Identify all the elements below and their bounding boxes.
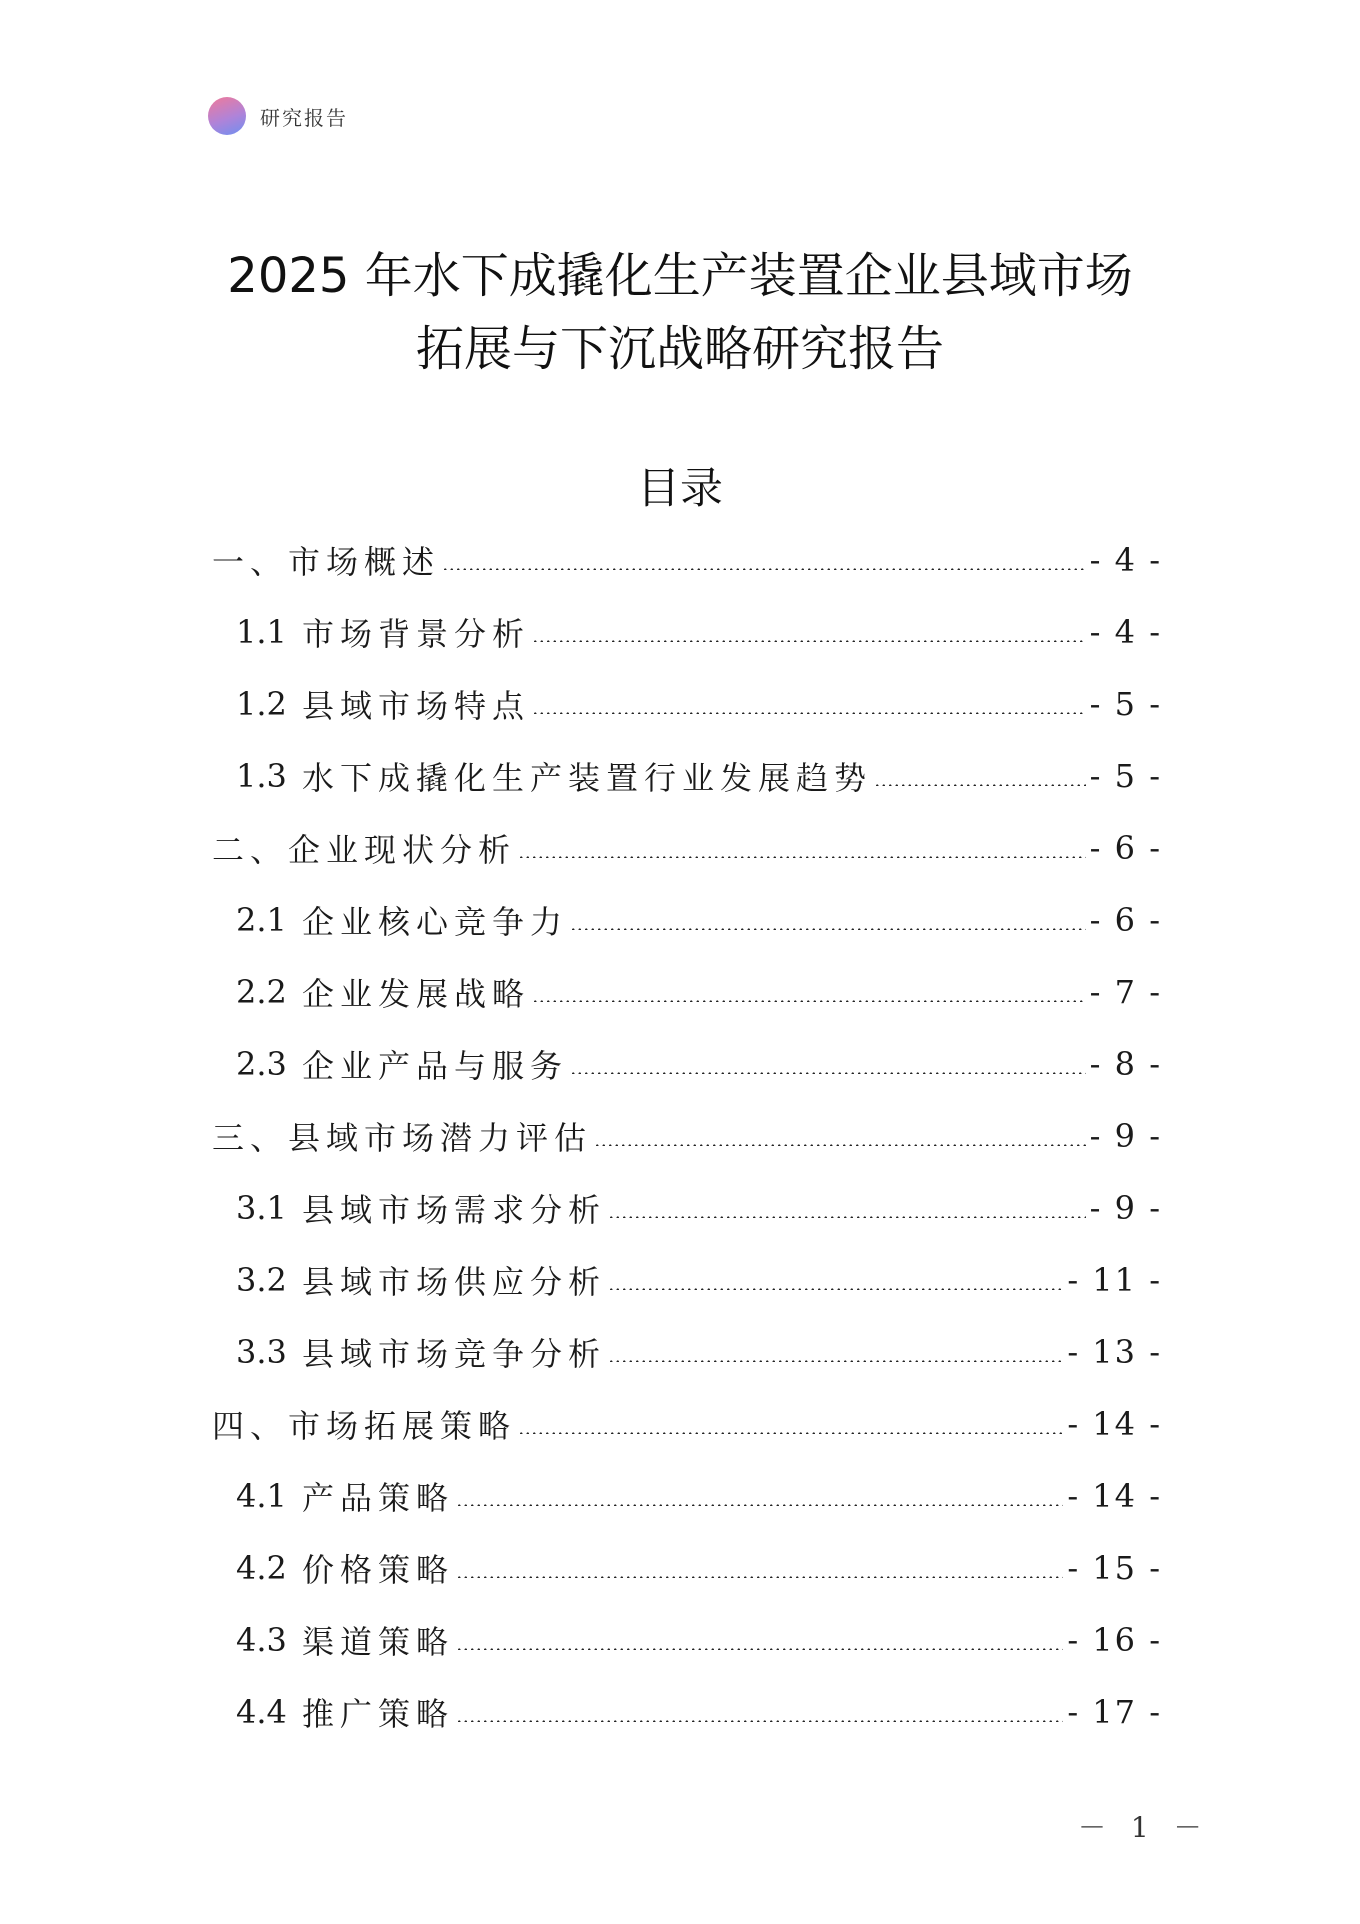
toc-dot-leader (456, 1648, 1063, 1650)
toc-entry[interactable] (212, 1604, 1162, 1676)
page-header (208, 97, 348, 135)
document-title (0, 240, 1360, 386)
toc-entry[interactable] (212, 1100, 1162, 1172)
toc-entry-label: 一、市场概述 (212, 543, 441, 581)
toc-entry-number: 3.2 (236, 1261, 287, 1299)
toc-dot-leader (874, 784, 1086, 786)
toc-dot-leader (608, 1360, 1063, 1362)
toc-entry[interactable] (212, 884, 1162, 956)
toc-dot-leader (456, 1576, 1063, 1578)
page-number: － 1 － (1078, 1811, 1210, 1844)
toc-entry[interactable] (212, 740, 1162, 812)
toc-entry-page: - 4 - (1089, 541, 1162, 579)
title-line-1: 2025 年水下成撬化生产装置企业县域市场 (227, 248, 1133, 304)
toc-entry[interactable] (212, 812, 1162, 884)
toc-heading: 目录 (637, 464, 723, 514)
toc-entry-label: 县域市场供应分析 (302, 1263, 607, 1301)
toc-entry-label: 县域市场特点 (302, 687, 531, 725)
toc-entry-label: 县域市场需求分析 (302, 1191, 607, 1229)
toc-entry-page: - 8 - (1089, 1045, 1162, 1083)
toc-entry[interactable] (212, 1172, 1162, 1244)
toc-entry-number: 1.2 (236, 685, 287, 723)
toc-entry-page: - 5 - (1089, 757, 1162, 795)
toc-dot-leader (570, 928, 1086, 930)
toc-entry[interactable] (212, 1244, 1162, 1316)
toc-entry[interactable] (212, 956, 1162, 1028)
toc-entry-page: - 14 - (1067, 1477, 1162, 1515)
toc-entry-label: 企业产品与服务 (302, 1047, 569, 1085)
toc-entry-number: 2.3 (236, 1045, 287, 1083)
toc-entry-number: 4.4 (236, 1693, 287, 1731)
toc-entry-number: 4.3 (236, 1621, 287, 1659)
title-line-2: 拓展与下沉战略研究报告 (415, 321, 944, 377)
toc-entry-label: 产品策略 (302, 1479, 455, 1517)
toc-entry-page: - 11 - (1067, 1261, 1162, 1299)
toc-entry-label: 县域市场竞争分析 (302, 1335, 607, 1373)
toc-entry-number: 4.2 (236, 1549, 287, 1587)
toc-entry-page: - 17 - (1067, 1693, 1162, 1731)
toc-dot-leader (608, 1216, 1086, 1218)
toc-entry[interactable] (212, 1532, 1162, 1604)
toc-entry-page: - 6 - (1089, 901, 1162, 939)
toc-entry[interactable] (212, 668, 1162, 740)
toc-entry-label: 水下成撬化生产装置行业发展趋势 (302, 759, 873, 797)
toc-entry-number: 1.1 (236, 613, 287, 651)
toc-entry-label: 三、县域市场潜力评估 (212, 1119, 593, 1157)
toc-entry-number: 3.1 (236, 1189, 287, 1227)
toc-entry-label: 市场背景分析 (302, 615, 531, 653)
toc-dot-leader (456, 1504, 1063, 1506)
toc-entry-page: - 15 - (1067, 1549, 1162, 1587)
toc-entry-label: 渠道策略 (302, 1623, 455, 1661)
toc-entry-label: 四、市场拓展策略 (212, 1407, 517, 1445)
toc-entry-number: 2.1 (236, 901, 287, 939)
toc-entry-page: - 5 - (1089, 685, 1162, 723)
toc-dot-leader (608, 1288, 1063, 1290)
toc-entry-page: - 16 - (1067, 1621, 1162, 1659)
toc-dot-leader (442, 568, 1086, 570)
toc-dot-leader (456, 1720, 1063, 1722)
toc-entry-label: 企业发展战略 (302, 975, 531, 1013)
toc-entry[interactable] (212, 1028, 1162, 1100)
toc-entry[interactable] (212, 1676, 1162, 1748)
toc-dot-leader (570, 1072, 1086, 1074)
toc-dot-leader (518, 856, 1086, 858)
toc-entry-number: 1.3 (236, 757, 287, 795)
toc-entry[interactable] (212, 596, 1162, 668)
toc-entry-page: - 6 - (1089, 829, 1162, 867)
toc-entry-label: 二、企业现状分析 (212, 831, 517, 869)
toc-entry-page: - 13 - (1067, 1333, 1162, 1371)
toc-entry[interactable] (212, 1460, 1162, 1532)
toc-entry[interactable] (212, 1388, 1162, 1460)
table-of-contents (212, 524, 1162, 1748)
toc-entry-page: - 7 - (1089, 973, 1162, 1011)
toc-dot-leader (532, 640, 1086, 642)
toc-dot-leader (594, 1144, 1086, 1146)
toc-entry[interactable] (212, 1316, 1162, 1388)
toc-dot-leader (518, 1432, 1063, 1434)
toc-dot-leader (532, 712, 1086, 714)
toc-entry-label: 企业核心竞争力 (302, 903, 569, 941)
toc-entry-page: - 14 - (1067, 1405, 1162, 1443)
toc-entry[interactable] (212, 524, 1162, 596)
toc-entry-number: 4.1 (236, 1477, 287, 1515)
toc-entry-number: 2.2 (236, 973, 287, 1011)
toc-entry-page: - 9 - (1089, 1117, 1162, 1155)
toc-entry-number: 3.3 (236, 1333, 287, 1371)
toc-dot-leader (532, 1000, 1086, 1002)
logo-dot-icon (208, 97, 246, 135)
toc-entry-page: - 4 - (1089, 613, 1162, 651)
toc-entry-label: 推广策略 (302, 1695, 455, 1733)
header-label: 研究报告 (260, 105, 348, 130)
toc-entry-page: - 9 - (1089, 1189, 1162, 1227)
toc-entry-label: 价格策略 (302, 1551, 455, 1589)
